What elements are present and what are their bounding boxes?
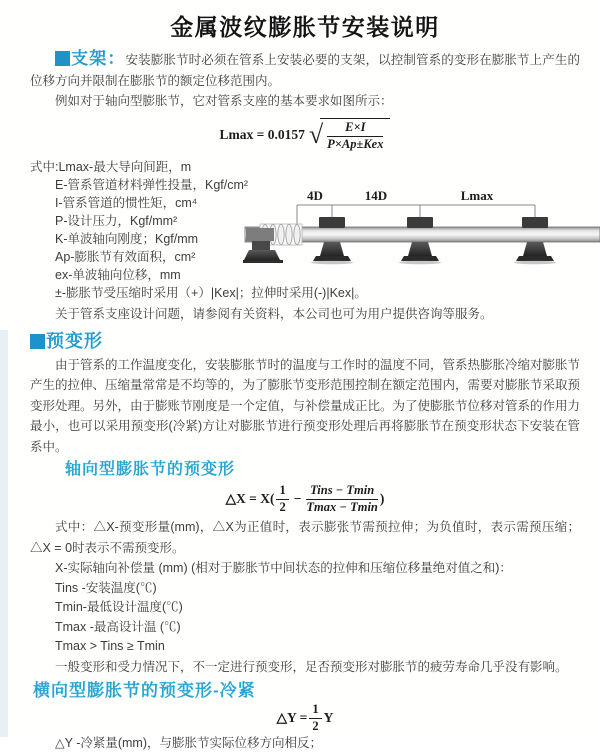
list-item: I-管系管道的惯性矩，cm⁴ bbox=[55, 195, 198, 210]
formula-lmax bbox=[30, 116, 580, 154]
list-item: P-设计压力，Kgf/mm² bbox=[55, 213, 178, 228]
formula-lmax-lhs: Lmax = 0.0157 bbox=[219, 126, 305, 142]
formula-dx-minus: − bbox=[293, 491, 302, 506]
fraction-half bbox=[276, 484, 288, 515]
fraction-numerator: E×I bbox=[327, 121, 383, 137]
fraction-numerator: Tins − Tmin bbox=[306, 484, 377, 500]
predeform-paragraph: 由于管系的工作温度变化，安装膨胀节时的温度与工作时的温度不同，管系热膨胀冷缩对膨胀节产生的拉伸、压缩量常常是不均等的，为了膨胀节变形范围控制在额定范围内，需要对膨胀节采取预变形处理。另外，由于膨账节刚度是一个定值，与补偿量成正比。为了使膨胀节位移对管系的作用力最小，也可以采用预变形(冷紧)方让对膨胀节进行预变形处理后再将膨胀节在预变形状态下安装在管系中。 bbox=[30, 357, 581, 454]
consult-note: 关于管系支座设计问题，请参阅有关资料，本公司也可为用户提供咨询等服务。 bbox=[55, 306, 493, 321]
fraction-denominator: Tmax − Tmin bbox=[306, 499, 378, 514]
list-item: 式中:Lmax-最大导向间距，m bbox=[30, 159, 192, 174]
list-item: E-管系管道材料弹性投量，Kgf/cm² bbox=[55, 177, 249, 192]
support-intro-text: 安装膨胀节时必须在管系上安装必要的支架，以控制管系的变形在膨胀节上产生的位移方向并限制在膨胀节的额定位移范围内。 bbox=[30, 53, 580, 88]
section-heading-support bbox=[55, 49, 126, 68]
pipe-support-diagram bbox=[245, 186, 600, 286]
blue-square-icon bbox=[55, 51, 70, 66]
fraction-half bbox=[309, 703, 321, 734]
fraction-denominator: P×Ap±Kex bbox=[327, 136, 384, 151]
formula-delta-y bbox=[30, 703, 580, 733]
dimension-label-lmax: Lmax bbox=[460, 188, 494, 203]
support-example-text: 例如对于轴向型膨胀节，它对管系支座的基本要求如图所示： bbox=[55, 94, 393, 108]
axial-note-general: 一般变形和受力情况下，不一定进行预变形，足否预变形对膨胀节的疲劳寿命几乎没有影响。 bbox=[55, 659, 568, 674]
list-item: Tmin-最低设计温度(℃) bbox=[55, 600, 183, 614]
formula-dx-lhs: △X = X( bbox=[225, 491, 275, 506]
formula-lmax-fraction bbox=[327, 121, 383, 152]
subsection-heading-lateral: 横向型膨胀节的预变形-冷紧 bbox=[33, 681, 256, 700]
blue-square-icon bbox=[30, 334, 45, 349]
section-heading-predeform bbox=[30, 329, 580, 353]
support-intro-paragraph bbox=[30, 49, 580, 91]
list-item: ex-单波轴向位移，mm bbox=[55, 267, 181, 282]
list-item: ±-膨胀节受压缩时采用（+）|Kex|；拉伸时采用(-)|Kex|。 bbox=[55, 285, 367, 300]
axial-note-x: X-实际轴向补偿量 (mm) (相对于膨胀节中间状态的拉伸和压缩位移量绝对值之和)： bbox=[55, 561, 512, 575]
formula-dx-rhs: ) bbox=[379, 491, 385, 506]
page-title: 金属波纹膨胀节安装说明 bbox=[170, 14, 440, 40]
formula-dy-rhs: Y bbox=[323, 710, 334, 725]
list-item: Ap-膨胀节有效面积，cm² bbox=[55, 249, 196, 264]
sqrt-radical-icon: √ bbox=[308, 119, 324, 149]
fraction-denominator: 2 bbox=[312, 718, 319, 733]
fraction-temperature bbox=[306, 484, 377, 515]
list-item: K-单波轴向刚度；Kgf/mm bbox=[55, 231, 199, 246]
list-item: Tmax -最高设计温 (℃) bbox=[55, 619, 181, 634]
list-item: Tins -安装温度(℃) bbox=[55, 580, 157, 595]
temperature-definitions-list bbox=[30, 579, 580, 657]
fraction-denominator: 2 bbox=[279, 499, 286, 514]
subsection-heading-axial: 轴向型膨胀节的预变形 bbox=[65, 461, 236, 478]
axial-note-definition: 式中：△X-预变形量(mm)，△X为正值时，表示膨张节需预拉伸；为负值时，表示需预压缩；△X = 0时表示不需预变形。 bbox=[30, 520, 580, 555]
section-heading-support-label: 支架： bbox=[71, 49, 126, 68]
sqrt-radicand bbox=[320, 118, 390, 152]
section-heading-predeform-label: 预变形 bbox=[46, 330, 103, 351]
fraction-numerator: 1 bbox=[276, 484, 288, 500]
dimension-label-4d: 4D bbox=[307, 188, 323, 203]
lateral-note: △Y -冷紧量(mm)，与膨胀节实际位移方向相反； bbox=[55, 736, 323, 750]
formula-dy-lhs: △Y = bbox=[276, 710, 308, 725]
dimension-label-14d: 14D bbox=[364, 188, 388, 203]
formula-delta-x bbox=[30, 483, 580, 515]
fraction-numerator: 1 bbox=[309, 703, 321, 719]
list-item: Tmax > Tins ≥ Tmin bbox=[55, 639, 165, 653]
